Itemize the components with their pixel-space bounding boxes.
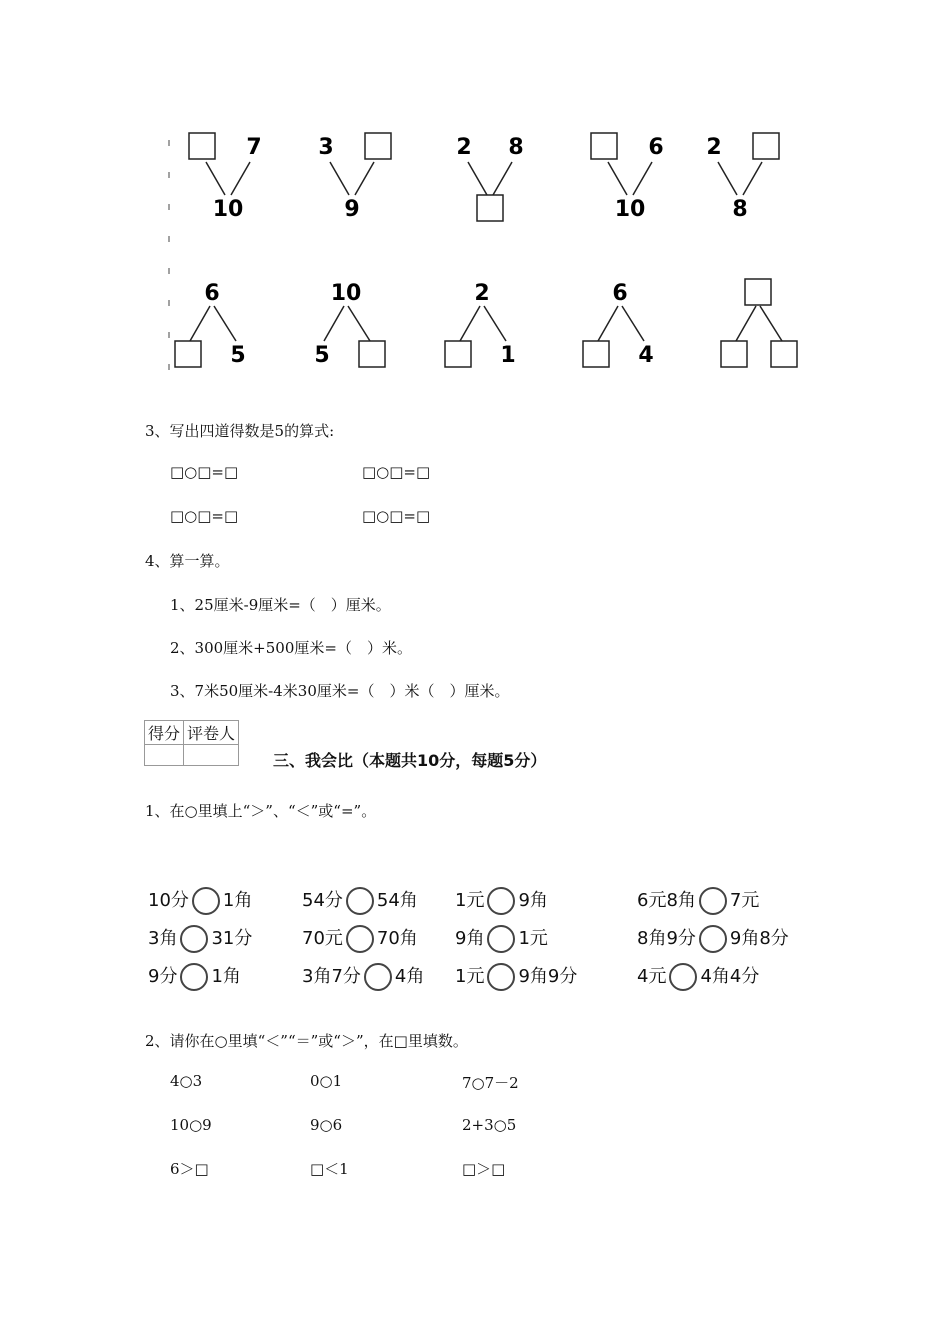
r2-0-top-number: 6 xyxy=(204,281,220,306)
answer-circle[interactable] xyxy=(699,887,727,915)
compare-left: 8角9分 xyxy=(637,928,696,949)
compare-right: 54角 xyxy=(376,890,418,911)
compare-left: 54分 xyxy=(302,890,343,911)
branch-line xyxy=(484,306,506,341)
r2-4-left-box[interactable] xyxy=(721,341,747,367)
compare-right: 9角 xyxy=(518,890,548,911)
r1-2-left-number: 2 xyxy=(456,135,472,160)
r2-4-right-box[interactable] xyxy=(771,341,797,367)
formula-4[interactable]: □○□=□ xyxy=(362,507,431,525)
r1-4-left-number: 2 xyxy=(706,135,722,160)
compare-left: 1元 xyxy=(455,966,485,987)
compare-left: 3角 xyxy=(148,928,178,949)
formula-2[interactable]: □○□=□ xyxy=(362,463,431,481)
answer-circle[interactable] xyxy=(180,963,208,991)
r1-3-left-box[interactable] xyxy=(591,133,617,159)
branch-line xyxy=(231,162,250,195)
grid-item[interactable]: □＞□ xyxy=(462,1160,506,1178)
compare-right: 4角 xyxy=(394,966,425,987)
r1-1-left-number: 3 xyxy=(318,135,334,160)
r1-3-right-number: 6 xyxy=(648,135,664,160)
branch-line xyxy=(190,306,210,341)
r2-2-top-number: 2 xyxy=(474,281,490,306)
branch-line xyxy=(608,162,627,195)
r1-1-right-box[interactable] xyxy=(365,133,391,159)
compare-item xyxy=(148,962,241,991)
score-table xyxy=(144,720,239,766)
answer-circle[interactable] xyxy=(487,925,515,953)
compare-left: 3角7分 xyxy=(302,966,361,987)
r1-0-bottom-number: 10 xyxy=(212,197,244,222)
q4-item-3[interactable]: 3、7米50厘米-4米30厘米=（ ）米（ ）厘米。 xyxy=(170,682,510,700)
grid-item[interactable]: □＜1 xyxy=(310,1160,349,1178)
r1-1-bottom-number: 9 xyxy=(344,197,360,222)
compare-left: 10分 xyxy=(148,890,189,911)
q3-title: 3、写出四道得数是5的算式: xyxy=(145,422,335,440)
answer-circle[interactable] xyxy=(364,963,392,991)
compare-item xyxy=(637,886,759,915)
q4-item-1[interactable]: 1、25厘米-9厘米=（ ）厘米。 xyxy=(170,596,391,614)
compare-item xyxy=(637,924,789,953)
compare-item xyxy=(302,924,418,953)
r1-2-bottom-box[interactable] xyxy=(477,195,503,221)
compare-item xyxy=(455,924,548,953)
branch-line xyxy=(468,162,487,195)
compare-left: 1元 xyxy=(455,890,485,911)
grid-item[interactable]: 9○6 xyxy=(310,1116,343,1134)
answer-circle[interactable] xyxy=(180,925,208,953)
grid-item[interactable]: 6＞□ xyxy=(170,1160,209,1178)
section-3-title: 三、我会比（本题共10分，每题5分） xyxy=(273,751,547,770)
branch-line xyxy=(355,162,374,195)
grid-item[interactable]: 10○9 xyxy=(170,1116,212,1134)
grader-label: 评卷人 xyxy=(184,721,239,745)
score-label: 得分 xyxy=(145,721,184,745)
compare-right: 9角9分 xyxy=(518,966,578,987)
r1-0-left-box[interactable] xyxy=(189,133,215,159)
score-cell[interactable] xyxy=(145,745,184,766)
compare-right: 70角 xyxy=(376,928,418,949)
grid-item[interactable]: 4○3 xyxy=(170,1072,203,1090)
answer-circle[interactable] xyxy=(699,925,727,953)
r2-2-left-box[interactable] xyxy=(445,341,471,367)
compare-right: 4角4分 xyxy=(700,966,760,987)
branch-line xyxy=(493,162,512,195)
grid-item[interactable]: 2+3○5 xyxy=(462,1116,517,1134)
branch-line xyxy=(348,306,370,341)
grader-cell[interactable] xyxy=(184,745,239,766)
branch-line xyxy=(598,306,618,341)
r2-3-top-number: 6 xyxy=(612,281,628,306)
branch-line xyxy=(206,162,225,195)
compare-item xyxy=(302,886,418,915)
branch-line xyxy=(622,306,644,341)
compare-left: 6元8角 xyxy=(637,890,696,911)
compare-item xyxy=(302,962,424,991)
answer-circle[interactable] xyxy=(346,887,374,915)
compare-item xyxy=(455,962,577,991)
grid-item[interactable]: 7○7－2 xyxy=(462,1074,519,1092)
r2-1-top-number: 10 xyxy=(330,281,362,306)
compare-left: 9角 xyxy=(455,928,485,949)
answer-circle[interactable] xyxy=(192,887,220,915)
branch-line xyxy=(736,306,756,341)
r2-3-right-number: 4 xyxy=(638,343,654,368)
branch-line xyxy=(743,162,762,195)
answer-circle[interactable] xyxy=(669,963,697,991)
r1-3-bottom-number: 10 xyxy=(614,197,646,222)
compare-right: 31分 xyxy=(211,928,253,949)
r1-2-right-number: 8 xyxy=(508,135,524,160)
formula-3[interactable]: □○□=□ xyxy=(170,507,239,525)
compare-right: 7元 xyxy=(729,890,760,911)
r2-3-left-box[interactable] xyxy=(583,341,609,367)
r1-4-bottom-number: 8 xyxy=(732,197,748,222)
r1-4-right-box[interactable] xyxy=(753,133,779,159)
r2-4-top-box[interactable] xyxy=(745,279,771,305)
r2-2-right-number: 1 xyxy=(500,343,516,368)
compare-item xyxy=(455,886,548,915)
section3-q1: 1、在○里填上“＞”、“＜”或“=”。 xyxy=(145,802,377,820)
compare-right: 1元 xyxy=(518,928,548,949)
compare-left: 70元 xyxy=(302,928,343,949)
r2-0-right-number: 5 xyxy=(230,343,246,368)
branch-line xyxy=(718,162,737,195)
branch-line xyxy=(214,306,236,341)
compare-left: 9分 xyxy=(148,966,178,987)
compare-item xyxy=(148,886,252,915)
branch-line xyxy=(760,306,782,341)
number-decomposition-diagram xyxy=(0,0,950,400)
r1-0-right-number: 7 xyxy=(246,135,262,160)
branch-line xyxy=(633,162,652,195)
answer-circle[interactable] xyxy=(487,887,515,915)
r2-0-left-box[interactable] xyxy=(175,341,201,367)
answer-circle[interactable] xyxy=(487,963,515,991)
r2-1-right-box[interactable] xyxy=(359,341,385,367)
compare-right: 1角 xyxy=(211,966,241,987)
compare-left: 4元 xyxy=(637,966,667,987)
grid-item[interactable]: 0○1 xyxy=(310,1072,343,1090)
answer-circle[interactable] xyxy=(346,925,374,953)
section3-q2: 2、请你在○里填“＜”“＝”或“＞”，在□里填数。 xyxy=(145,1032,468,1050)
branch-line xyxy=(324,306,344,341)
compare-item xyxy=(637,962,759,991)
compare-right: 9角8分 xyxy=(729,928,789,949)
q4-item-2[interactable]: 2、300厘米+500厘米=（ ）米。 xyxy=(170,639,412,657)
r2-1-left-number: 5 xyxy=(314,343,330,368)
branch-line xyxy=(460,306,480,341)
compare-item xyxy=(148,924,252,953)
formula-1[interactable]: □○□=□ xyxy=(170,463,239,481)
compare-right: 1角 xyxy=(222,890,253,911)
branch-line xyxy=(330,162,349,195)
q4-title: 4、算一算。 xyxy=(145,552,230,570)
